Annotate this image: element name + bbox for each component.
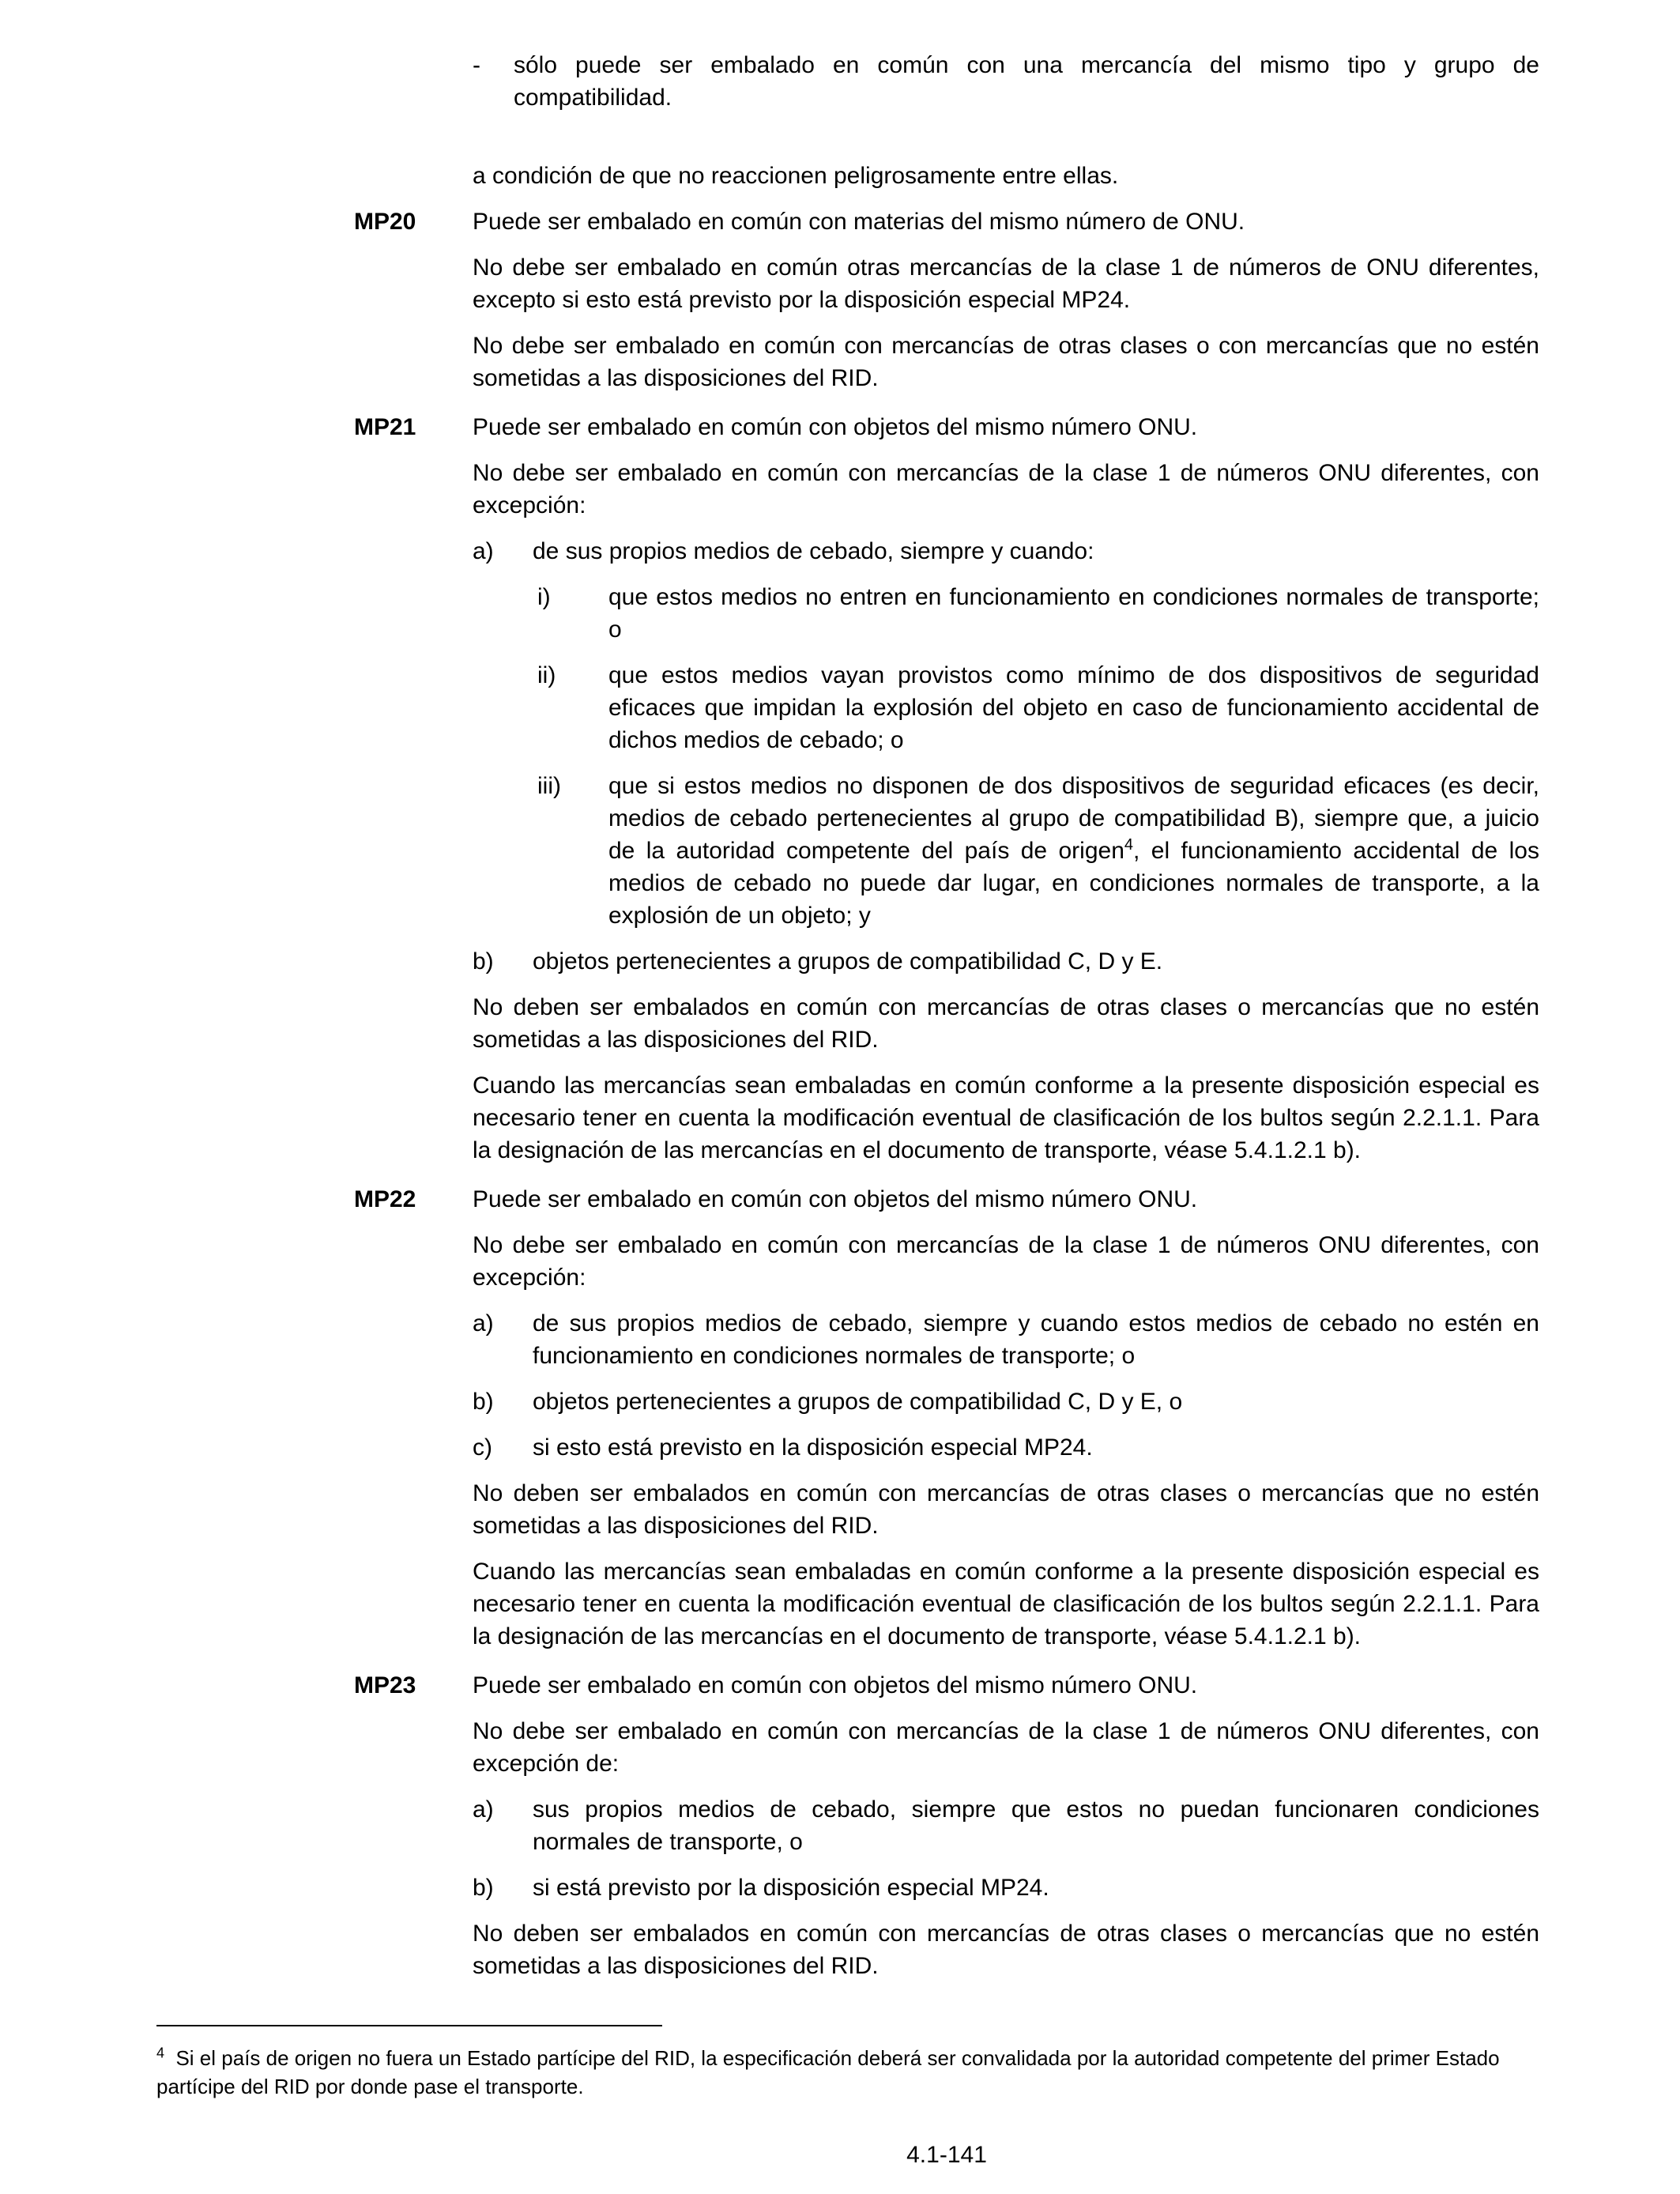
list-item-text-part: que si estos medios no disponen de dos dispositivos de seguridad eficaces (es decir, medios de cebado pertenecientes al grupo de compatibilidad B), siempre que, a juicio de la autoridad competente del país de origen [608,773,1539,864]
provision-code: MP20 [354,209,416,235]
list-item-text: sus propios medios de cebado, siempre que estos no puedan funcionaren condiciones normales de transporte, o [533,1796,1539,1855]
list-item-b [473,945,1539,978]
list-item-a [473,535,1539,567]
paragraph: Puede ser embalado en común con objetos del mismo número ONU. [473,414,1198,440]
list-marker: a) [473,538,494,564]
footnote-marker: 4 [156,2045,165,2061]
paragraph: No deben ser embalados en común con mercancías de otras clases o mercancías que no estén sometidas a las disposiciones del RID. [473,994,1539,1053]
list-item-a [473,1307,1539,1372]
paragraph: No deben ser embalados en común con mercancías de otras clases o mercancías que no estén sometidas a las disposiciones del RID. [473,1921,1539,1979]
paragraph: No debe ser embalado en común con mercancías de la clase 1 de números ONU diferentes, con excepción: [473,460,1539,518]
list-marker: a) [473,1796,494,1823]
paragraph: Puede ser embalado en común con materias del mismo número de ONU. [473,209,1245,235]
list-item-i [473,581,1539,646]
dash-marker: - [473,52,480,78]
list-item-a [473,1793,1539,1858]
provision-mp20 [354,205,1539,408]
page-number: 4.1-141 [906,2142,987,2168]
list-item-text: objetos pertenecientes a grupos de compatibilidad C, D y E, o [533,1389,1183,1415]
footnote-text [156,2044,1500,2101]
list-marker: a) [473,1310,494,1336]
paragraph: Cuando las mercancías sean embaladas en común conforme a la presente disposición especial es necesario tener en cuenta la modificación eventual de clasificación de los bultos según 2.2.1.1. Para la designación de las mercancías en el documento de transporte, véase 5.4.1.2.1 b). [473,1559,1539,1649]
list-item-text: que estos medios vayan provistos como mínimo de dos dispositivos de seguridad eficaces que impidan la explosión del objeto en caso de funcionamiento accidental de dichos medios de cebado; o [608,662,1539,753]
provision-mp21 [354,411,1539,1180]
paragraph: Cuando las mercancías sean embaladas en común conforme a la presente disposición especial es necesario tener en cuenta la modificación eventual de clasificación de los bultos según 2.2.1.1. Para la designación de las mercancías en el documento de transporte, véase 5.4.1.2.1 b). [473,1072,1539,1163]
list-item-text [608,770,1539,932]
provision-body [473,1669,1539,1996]
paragraph: Puede ser embalado en común con objetos del mismo número ONU. [473,1186,1198,1212]
list-marker: c) [473,1434,492,1461]
paragraph: No debe ser embalado en común con mercancías de la clase 1 de números ONU diferentes, con excepción de: [473,1718,1539,1777]
footnote-area [156,2025,1500,2101]
list-item-iii [473,770,1539,932]
list-item-text: de sus propios medios de cebado, siempre y cuando: [533,538,1094,564]
list-item-ii [473,659,1539,756]
list-item-c [473,1431,1539,1464]
provision-body [473,411,1539,1180]
provision-code: MP21 [354,414,416,440]
list-item-text: si esto está previsto en la disposición especial MP24. [533,1434,1093,1461]
provision-code: MP22 [354,1186,416,1212]
list-item-text-part: , el funcionamiento accidental de los medios de cebado no puede dar lugar, en condiciones normales de transporte, a la explosión de un objeto; y [608,838,1539,929]
provision-body [473,205,1539,408]
footnote-rule [156,2025,662,2026]
list-marker: ii) [537,662,556,688]
list-marker: iii) [537,773,561,799]
list-item-text: objetos pertenecientes a grupos de compatibilidad C, D y E. [533,948,1163,974]
footnote-body: Si el país de origen no fuera un Estado partícipe del RID, la especificación deberá ser convalidada por la autoridad competente del primer Estado partícipe del RID por donde pase el transporte. [156,2046,1500,2098]
intro-section [473,49,1539,192]
list-marker: b) [473,948,494,974]
intro-closing-text: a condición de que no reaccionen peligrosamente entre ellas. [473,163,1119,189]
list-marker: b) [473,1875,494,1901]
provision-mp23 [354,1669,1539,1996]
paragraph: No deben ser embalados en común con mercancías de otras clases o mercancías que no estén sometidas a las disposiciones del RID. [473,1480,1539,1539]
provision-body [473,1183,1539,1666]
list-item-text: si está previsto por la disposición especial MP24. [533,1875,1049,1901]
list-marker: b) [473,1389,494,1415]
list-item-b [473,1872,1539,1904]
provision-mp22 [354,1183,1539,1666]
list-marker: i) [537,584,551,610]
dash-list-item [473,49,1539,114]
paragraph: No debe ser embalado en común con mercancías de la clase 1 de números ONU diferentes, con excepción: [473,1232,1539,1291]
footnote-reference: 4 [1124,836,1134,854]
list-item-text: que estos medios no entren en funcionamiento en condiciones normales de transporte; o [608,584,1539,643]
dash-item-text: sólo puede ser embalado en común con una mercancía del mismo tipo y grupo de compatibilidad. [514,52,1539,111]
paragraph: Puede ser embalado en común con objetos del mismo número ONU. [473,1672,1198,1698]
paragraph: No debe ser embalado en común con mercancías de otras clases o con mercancías que no estén sometidas a las disposiciones del RID. [473,333,1539,391]
list-item-text: de sus propios medios de cebado, siempre y cuando estos medios de cebado no estén en funcionamiento en condiciones normales de transporte; o [533,1310,1539,1369]
list-item-b [473,1385,1539,1418]
paragraph: No debe ser embalado en común otras mercancías de la clase 1 de números de ONU diferentes, excepto si esto está previsto por la disposición especial MP24. [473,254,1539,313]
provision-code: MP23 [354,1672,416,1698]
